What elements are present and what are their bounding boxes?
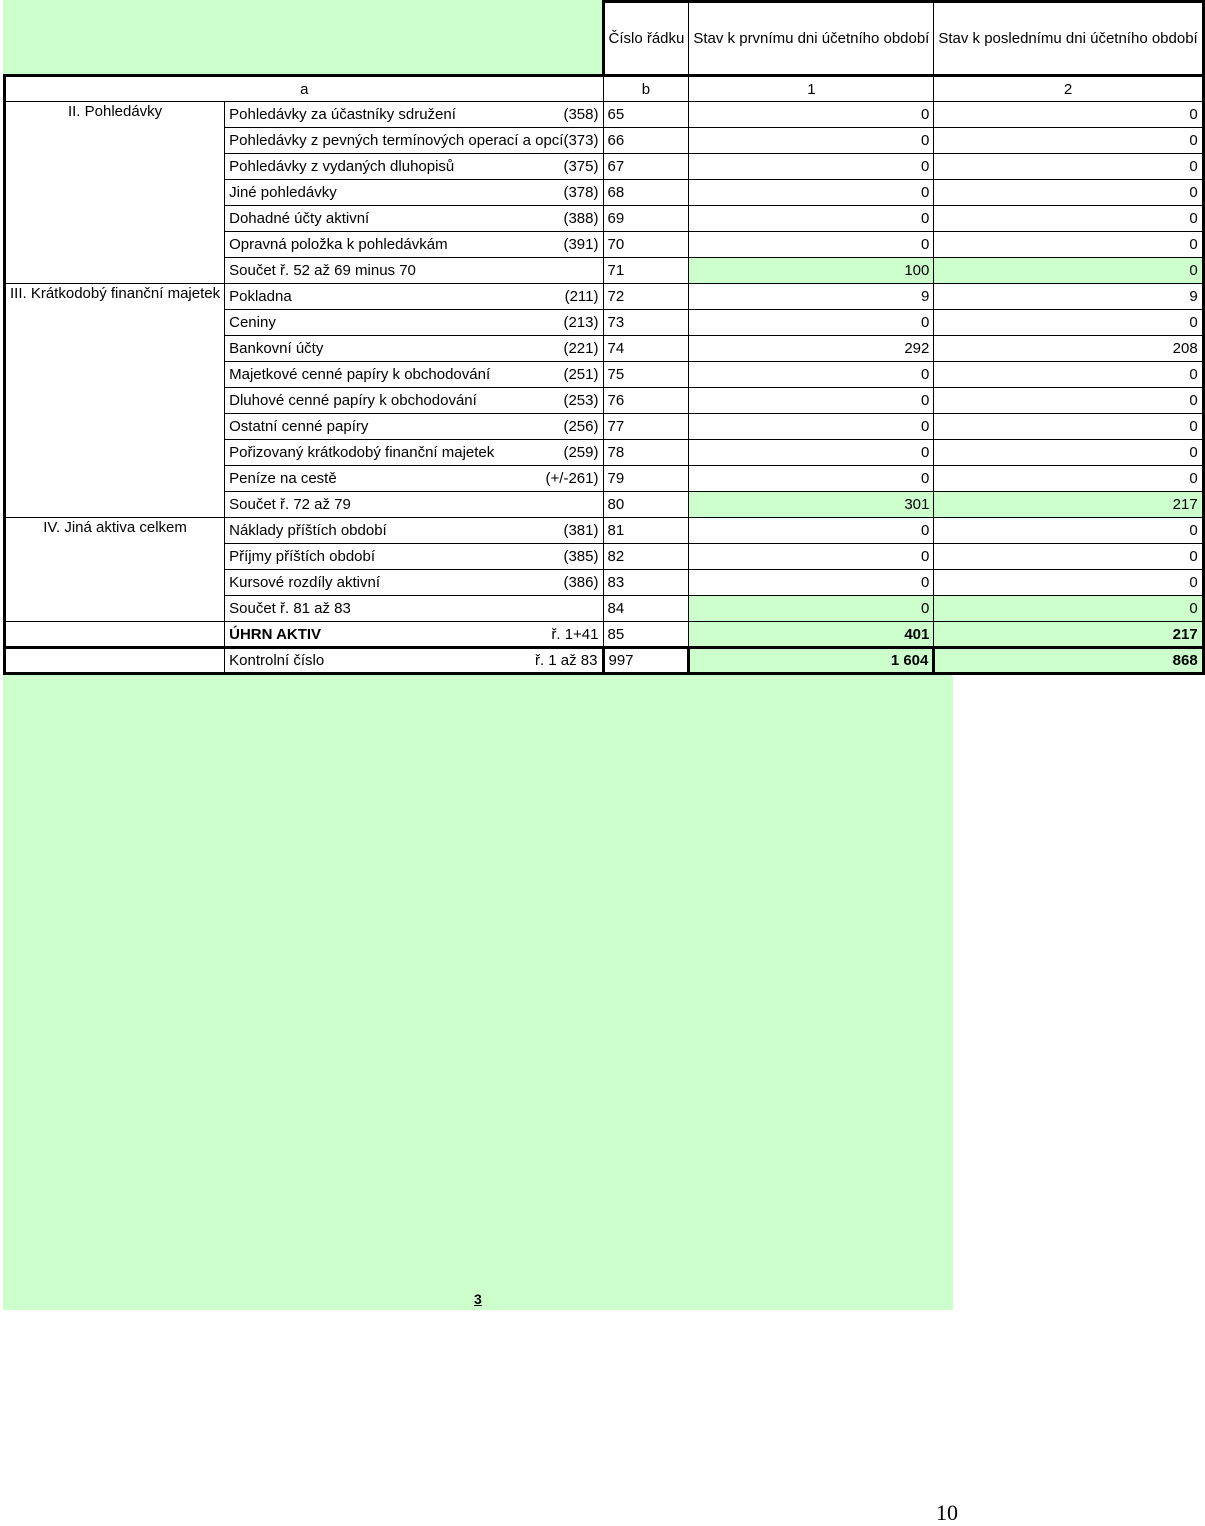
item-label-cell	[225, 336, 603, 362]
account-code: (358)	[563, 106, 599, 123]
account-code: (388)	[563, 210, 599, 227]
balance-sheet-table	[3, 0, 1205, 675]
item-name: Pohledávky za účastníky sdružení	[229, 106, 456, 123]
row-number: 72	[603, 284, 689, 310]
value-last-day: 0	[934, 414, 1203, 440]
account-code: (375)	[563, 158, 599, 175]
letter-a: a	[5, 76, 604, 102]
row-number: 77	[603, 414, 689, 440]
account-code: (391)	[563, 236, 599, 253]
section-label: II. Pohledávky	[5, 102, 225, 284]
row-number: 66	[603, 128, 689, 154]
value-last-day: 208	[934, 336, 1203, 362]
item-label-cell	[225, 492, 603, 518]
value-first-day: 0	[689, 388, 934, 414]
value-last-day: 0	[934, 466, 1203, 492]
item-label-cell	[225, 232, 603, 258]
item-name: Součet ř. 52 až 69 minus 70	[229, 262, 416, 279]
grand-total-last-day: 217	[934, 622, 1203, 648]
row-number: 74	[603, 336, 689, 362]
item-label-cell	[225, 180, 603, 206]
value-first-day: 0	[689, 102, 934, 128]
item-name: Dluhové cenné papíry k obchodování	[229, 392, 477, 409]
item-name: Majetkové cenné papíry k obchodování	[229, 366, 491, 383]
item-label-cell	[225, 466, 603, 492]
total-last-day: 0	[934, 258, 1203, 284]
blank-cell	[5, 648, 225, 674]
value-first-day: 0	[689, 310, 934, 336]
row-number: 75	[603, 362, 689, 388]
value-last-day: 0	[934, 128, 1203, 154]
sheet-page-number: 3	[474, 1291, 482, 1307]
value-last-day: 0	[934, 310, 1203, 336]
value-last-day: 0	[934, 570, 1203, 596]
item-label-cell	[225, 388, 603, 414]
item-name: Pokladna	[229, 288, 292, 305]
account-code: (+/-261)	[545, 470, 599, 487]
value-first-day: 0	[689, 414, 934, 440]
row-number: 82	[603, 544, 689, 570]
value-first-day: 0	[689, 440, 934, 466]
value-first-day: 0	[689, 518, 934, 544]
item-name: Ostatní cenné papíry	[229, 418, 369, 435]
control-first-day: 1 604	[689, 648, 934, 674]
item-label-cell	[225, 622, 603, 648]
item-label-cell	[225, 440, 603, 466]
value-last-day: 0	[934, 544, 1203, 570]
item-label-cell	[225, 596, 603, 622]
row-number: 71	[603, 258, 689, 284]
value-first-day: 292	[689, 336, 934, 362]
table-row	[5, 518, 1204, 544]
value-first-day: 0	[689, 466, 934, 492]
item-name: Pohledávky z pevných termínových operací a opcí	[229, 132, 564, 149]
row-number: 65	[603, 102, 689, 128]
grand-total-first-day: 401	[689, 622, 934, 648]
letter-row	[5, 76, 1204, 102]
total-first-day: 301	[689, 492, 934, 518]
item-name: Kontrolní číslo	[229, 652, 325, 669]
item-name: Pořizovaný krátkodobý finanční majetek	[229, 444, 495, 461]
value-last-day: 0	[934, 206, 1203, 232]
item-label-cell	[225, 154, 603, 180]
value-first-day: 0	[689, 180, 934, 206]
item-label-cell	[225, 362, 603, 388]
item-name: Opravná položka k pohledávkám	[229, 236, 448, 253]
column-number-1: 1	[689, 76, 934, 102]
item-name: Ceniny	[229, 314, 276, 331]
row-number: 78	[603, 440, 689, 466]
item-name: Součet ř. 81 až 83	[229, 600, 351, 617]
value-first-day: 0	[689, 362, 934, 388]
value-first-day: 0	[689, 206, 934, 232]
account-code: (373)	[563, 132, 599, 149]
total-first-day: 100	[689, 258, 934, 284]
value-last-day: 9	[934, 284, 1203, 310]
item-label-cell	[225, 284, 603, 310]
item-name: Dohadné účty aktivní	[229, 210, 370, 227]
item-label-cell	[225, 310, 603, 336]
row-number: 80	[603, 492, 689, 518]
account-code: (386)	[563, 574, 599, 591]
row-number: 73	[603, 310, 689, 336]
row-number: 70	[603, 232, 689, 258]
row-number: 83	[603, 570, 689, 596]
table-row	[5, 284, 1204, 310]
value-first-day: 0	[689, 544, 934, 570]
item-label-cell	[225, 102, 603, 128]
item-name: Pohledávky z vydaných dluhopisů	[229, 158, 455, 175]
item-name: Bankovní účty	[229, 340, 324, 357]
item-label-cell	[225, 544, 603, 570]
item-label-cell	[225, 128, 603, 154]
header-row-number: Číslo řádku	[603, 2, 689, 76]
value-first-day: 0	[689, 232, 934, 258]
account-code: (381)	[563, 522, 599, 539]
value-last-day: 0	[934, 180, 1203, 206]
account-code: (221)	[563, 340, 599, 357]
account-code: (211)	[564, 288, 599, 305]
item-name: ÚHRN AKTIV	[229, 625, 322, 643]
item-label-cell	[225, 648, 603, 674]
row-number: 997	[603, 648, 689, 674]
row-number: 69	[603, 206, 689, 232]
column-number-2: 2	[934, 76, 1203, 102]
row-number: 84	[603, 596, 689, 622]
value-last-day: 0	[934, 518, 1203, 544]
item-label-cell	[225, 206, 603, 232]
total-last-day: 217	[934, 492, 1203, 518]
value-first-day: 0	[689, 128, 934, 154]
value-last-day: 0	[934, 232, 1203, 258]
value-last-day: 0	[934, 154, 1203, 180]
value-last-day: 0	[934, 440, 1203, 466]
value-last-day: 0	[934, 388, 1203, 414]
total-first-day: 0	[689, 596, 934, 622]
item-label-cell	[225, 414, 603, 440]
value-last-day: 0	[934, 362, 1203, 388]
header-row	[5, 2, 1204, 76]
letter-b: b	[603, 76, 689, 102]
account-code: (378)	[563, 184, 599, 201]
account-code: ř. 1 až 83	[534, 652, 598, 669]
value-first-day: 0	[689, 570, 934, 596]
control-number-row	[5, 648, 1204, 674]
value-last-day: 0	[934, 102, 1203, 128]
item-name: Příjmy příštích období	[229, 548, 376, 565]
item-name: Peníze na cestě	[229, 470, 337, 487]
row-number: 79	[603, 466, 689, 492]
value-first-day: 0	[689, 154, 934, 180]
row-number: 67	[603, 154, 689, 180]
account-code: (213)	[563, 314, 599, 331]
blank-cell	[5, 622, 225, 648]
item-name: Součet ř. 72 až 79	[229, 496, 351, 513]
item-name: Jiné pohledávky	[229, 184, 337, 201]
value-first-day: 9	[689, 284, 934, 310]
account-code: (251)	[563, 366, 599, 383]
header-last-day: Stav k poslednímu dni účetního období	[934, 2, 1203, 76]
account-code: (259)	[563, 444, 599, 461]
row-number: 81	[603, 518, 689, 544]
account-code: (253)	[563, 392, 599, 409]
item-label-cell	[225, 518, 603, 544]
item-name: Kursové rozdíly aktivní	[229, 574, 381, 591]
total-last-day: 0	[934, 596, 1203, 622]
row-number: 85	[603, 622, 689, 648]
row-number: 68	[603, 180, 689, 206]
section-label: III. Krátkodobý finanční majetek	[5, 284, 225, 518]
document-page-number: 10	[936, 1500, 958, 1525]
account-code: (385)	[563, 548, 599, 565]
section-label: IV. Jiná aktiva celkem	[5, 518, 225, 622]
item-name: Náklady příštích období	[229, 522, 387, 539]
row-number: 76	[603, 388, 689, 414]
account-code: (256)	[563, 418, 599, 435]
item-label-cell	[225, 570, 603, 596]
account-code: ř. 1+41	[551, 625, 599, 643]
header-first-day: Stav k prvnímu dni účetního období	[689, 2, 934, 76]
control-last-day: 868	[934, 648, 1203, 674]
table-row	[5, 102, 1204, 128]
grand-total-row	[5, 622, 1204, 648]
item-label-cell	[225, 258, 603, 284]
